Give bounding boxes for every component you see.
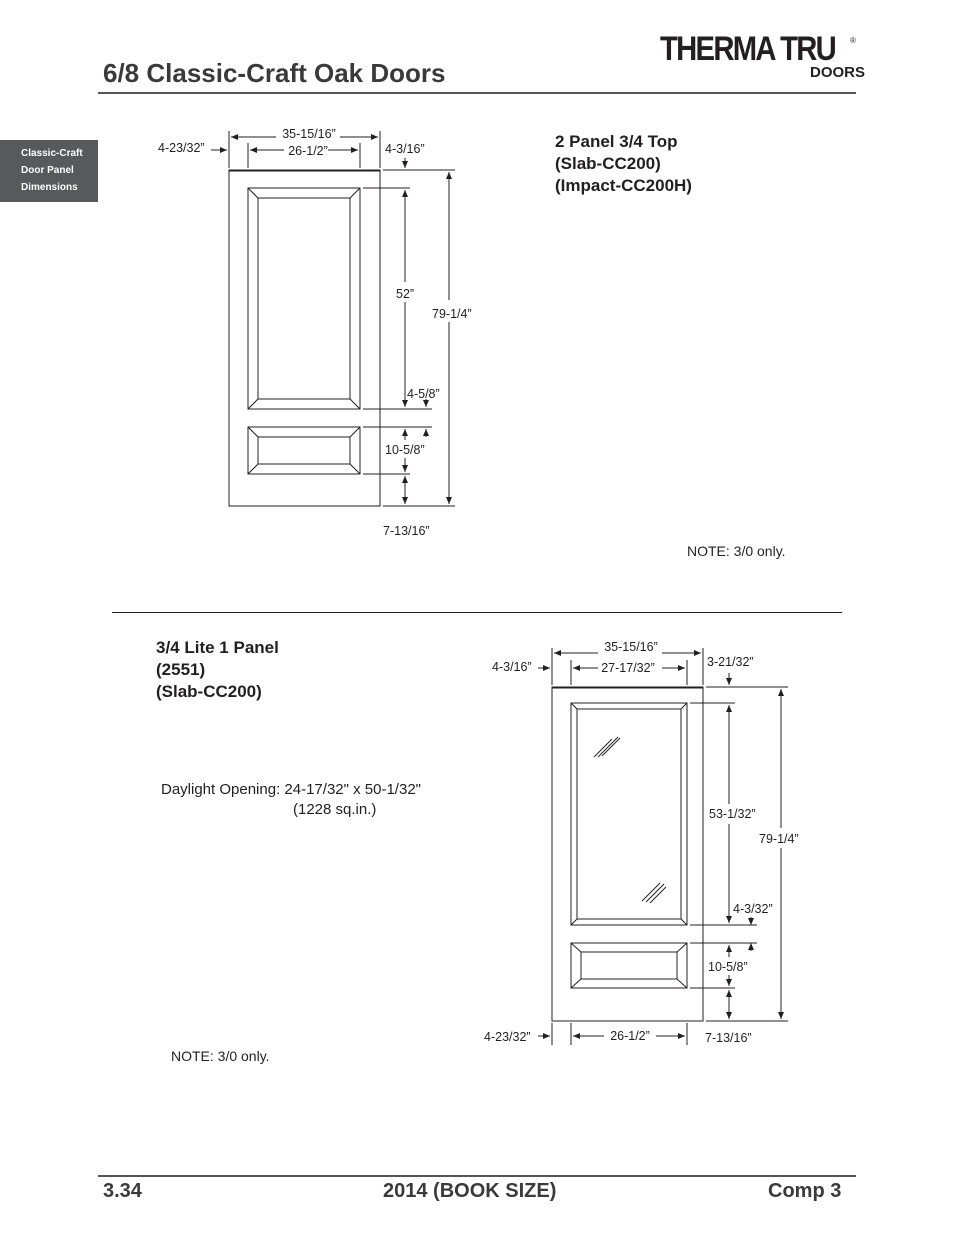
door2-left-stile-bottom: 4-23/32” bbox=[484, 1030, 531, 1044]
door2-lite-height: 53-1/32” bbox=[709, 807, 756, 821]
section-label: Comp 3 bbox=[768, 1180, 842, 1202]
logo-subtext: DOORS bbox=[810, 64, 866, 81]
door2-top-rail: 3-21/32” bbox=[707, 655, 754, 669]
glass-reflection-icon bbox=[594, 737, 666, 903]
footer-rule bbox=[98, 1175, 856, 1177]
door2-note: NOTE: 3/0 only. bbox=[171, 1048, 270, 1064]
door1-overall-height: 79-1/4” bbox=[432, 307, 472, 321]
door1-top-panel bbox=[248, 188, 360, 409]
page-title: 6/8 Classic-Craft Oak Doors bbox=[103, 58, 446, 88]
door2-glass-lite bbox=[571, 703, 687, 925]
door2-left-stile-top: 4-3/16” bbox=[492, 660, 532, 674]
door2-overall-height: 79-1/4” bbox=[759, 832, 799, 846]
door1-bottom-panel bbox=[248, 427, 360, 474]
door1-title-line: (Slab-CC200) bbox=[555, 154, 661, 173]
logo-text: THERMA TRU bbox=[660, 30, 836, 68]
door2-overall-width: 35-15/16” bbox=[604, 640, 658, 654]
door2-panel-width: 26-1/2” bbox=[610, 1029, 650, 1043]
door1-slab bbox=[229, 170, 380, 506]
door2-drawing bbox=[538, 648, 788, 1045]
door1-dimensions bbox=[158, 127, 472, 538]
door1-top-panel-raise bbox=[258, 198, 350, 399]
door2-lite-width: 27-17/32” bbox=[601, 661, 655, 675]
logo-registered-mark: ® bbox=[850, 36, 856, 45]
door1-top-rail: 4-3/16” bbox=[385, 142, 425, 156]
door1-title-line: 2 Panel 3/4 Top bbox=[555, 132, 678, 151]
door2-title-line: (2551) bbox=[156, 660, 206, 679]
door2-bottom-panel bbox=[571, 943, 687, 988]
door1-panel-width: 26-1/2” bbox=[288, 144, 328, 158]
door1-overall-width: 35-15/16” bbox=[282, 127, 336, 141]
door1-bottom-panel-raise bbox=[258, 437, 350, 464]
door1-top-panel-height: 52” bbox=[396, 287, 415, 301]
edition: 2014 (BOOK SIZE) bbox=[383, 1180, 557, 1202]
door1-mid-rail: 4-5/8” bbox=[407, 387, 440, 401]
door2-mid-rail: 4-3/32” bbox=[733, 902, 773, 916]
section-tab-line: Classic-Craft bbox=[21, 148, 83, 159]
section-tab-line: Dimensions bbox=[21, 182, 78, 193]
door2-bottom-panel-height: 10-5/8” bbox=[708, 960, 748, 974]
door2-title-line: 3/4 Lite 1 Panel bbox=[156, 638, 279, 657]
door1-left-stile: 4-23/32” bbox=[158, 141, 205, 155]
section-tab-line: Door Panel bbox=[21, 165, 74, 176]
door1-bottom-panel-height: 10-5/8” bbox=[385, 443, 425, 457]
door2-bottom-rail: 7-13/16” bbox=[705, 1031, 752, 1045]
door2-bottom-panel-raise bbox=[581, 952, 677, 979]
door2-dimensions bbox=[484, 640, 799, 1045]
door1-title-line: (Impact-CC200H) bbox=[555, 176, 692, 195]
door1-bottom-rail: 7-13/16” bbox=[383, 524, 430, 538]
daylight-opening-area: (1228 sq.in.) bbox=[293, 801, 377, 818]
page-number: 3.34 bbox=[103, 1180, 142, 1202]
door2-slab bbox=[552, 687, 703, 1021]
daylight-opening-size: Daylight Opening: 24-17/32" x 50-1/32" bbox=[161, 781, 421, 798]
door1-note: NOTE: 3/0 only. bbox=[687, 543, 786, 559]
door2-title-line: (Slab-CC200) bbox=[156, 682, 262, 701]
